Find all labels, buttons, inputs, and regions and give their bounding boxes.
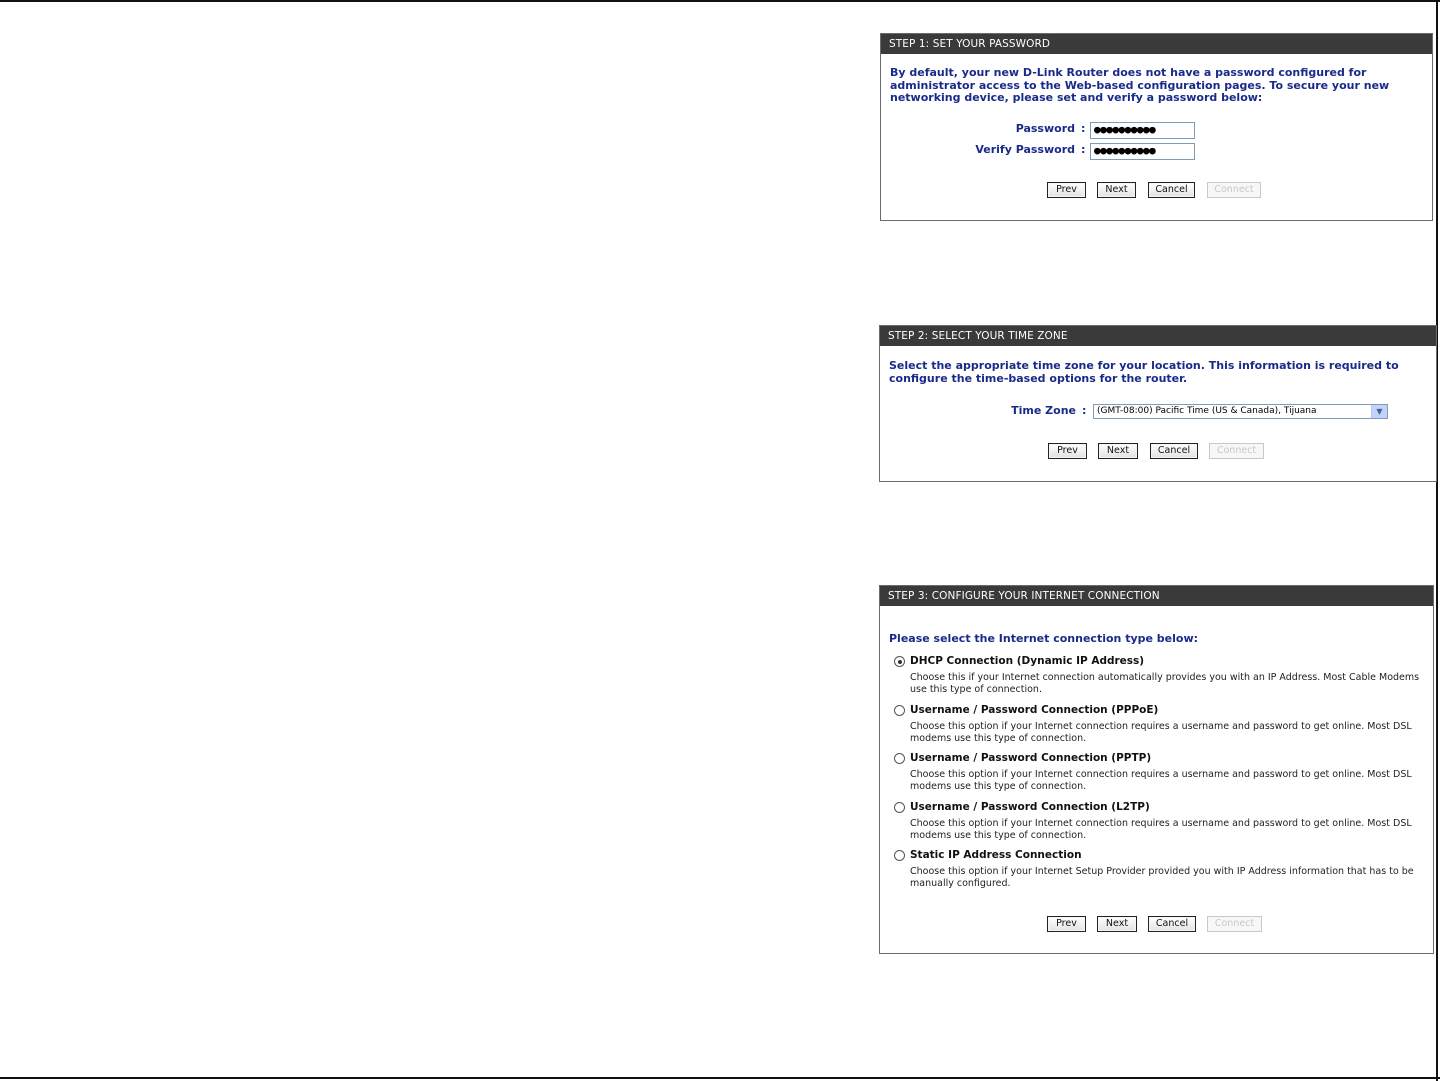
option-description: Choose this option if your Internet Setup Provider provided you with IP Address information that has to be manually configured. [910, 866, 1414, 889]
verify-password-separator: : [1081, 143, 1086, 156]
password-label: Password [1015, 122, 1075, 135]
option-description: Choose this option if your Internet connection requires a username and password to get online. Most DSL modems use this type of connection. [910, 818, 1412, 841]
step2-description: Select the appropriate time zone for your location. This information is required to configure the time-based options for the router. [889, 359, 1399, 385]
chevron-down-icon[interactable]: ▼ [1371, 405, 1387, 418]
timezone-separator: : [1082, 404, 1087, 417]
password-separator: : [1081, 122, 1086, 135]
next-button[interactable]: Next [1098, 443, 1138, 459]
option-label: Username / Password Connection (PPTP) [910, 752, 1152, 764]
connect-button[interactable]: Connect [1209, 443, 1264, 459]
top-rule [0, 0, 1440, 2]
prev-button[interactable]: Prev [1047, 182, 1086, 198]
option-description: Choose this option if your Internet connection requires a username and password to get online. Most DSL modems use this type of connection. [910, 721, 1412, 744]
verify-password-input[interactable]: ●●●●●●●●●● [1090, 143, 1195, 160]
step3-panel [879, 585, 1434, 954]
cancel-button[interactable]: Cancel [1148, 182, 1195, 198]
radio-l2tp[interactable] [894, 802, 905, 813]
right-rule [1436, 0, 1438, 1081]
cancel-button[interactable]: Cancel [1150, 443, 1198, 459]
connection-type-prompt: Please select the Internet connection type below: [889, 632, 1199, 645]
connect-button[interactable]: Connect [1207, 916, 1262, 932]
radio-pptp[interactable] [894, 753, 905, 764]
step1-title: STEP 1: SET YOUR PASSWORD [881, 34, 1432, 54]
password-input[interactable]: ●●●●●●●●●● [1090, 122, 1195, 139]
next-button[interactable]: Next [1097, 182, 1136, 198]
verify-password-row [881, 142, 1434, 158]
option-label: Username / Password Connection (L2TP) [910, 801, 1150, 813]
timezone-row [880, 403, 1438, 419]
option-description: Choose this option if your Internet connection requires a username and password to get online. Most DSL modems use this type of connection. [910, 769, 1412, 792]
verify-password-label: Verify Password [975, 143, 1075, 156]
prev-button[interactable]: Prev [1047, 916, 1086, 932]
prev-button[interactable]: Prev [1048, 443, 1087, 459]
radio-pppoe[interactable] [894, 705, 905, 716]
option-description: Choose this if your Internet connection automatically provides you with an IP Address. Most Cable Modems use this type of connection. [910, 672, 1420, 695]
bottom-rule [0, 1077, 1440, 1079]
cancel-button[interactable]: Cancel [1148, 916, 1196, 932]
timezone-selected-value: (GMT-08:00) Pacific Time (US & Canada), Tijuana [1097, 406, 1317, 416]
step1-panel [880, 33, 1433, 221]
radio-static[interactable] [894, 850, 905, 861]
option-label: DHCP Connection (Dynamic IP Address) [910, 655, 1145, 667]
connect-button[interactable]: Connect [1207, 182, 1261, 198]
step3-button-row [880, 916, 1435, 932]
step1-button-row [881, 182, 1434, 198]
option-label: Username / Password Connection (PPPoE) [910, 704, 1159, 716]
step1-description: By default, your new D-Link Router does not have a password configured for administrator access to the Web-based configuration pages. To secure your new networking device, please set and verify a password below: [890, 66, 1390, 104]
step2-panel [879, 325, 1437, 482]
option-label: Static IP Address Connection [910, 849, 1082, 861]
step2-title: STEP 2: SELECT YOUR TIME ZONE [880, 326, 1436, 346]
password-row [881, 121, 1434, 137]
timezone-label: Time Zone [1011, 404, 1076, 417]
radio-dhcp[interactable] [894, 656, 905, 667]
timezone-select[interactable] [1093, 404, 1388, 419]
step2-button-row [880, 443, 1438, 459]
step3-title: STEP 3: CONFIGURE YOUR INTERNET CONNECTION [880, 586, 1433, 606]
next-button[interactable]: Next [1097, 916, 1137, 932]
